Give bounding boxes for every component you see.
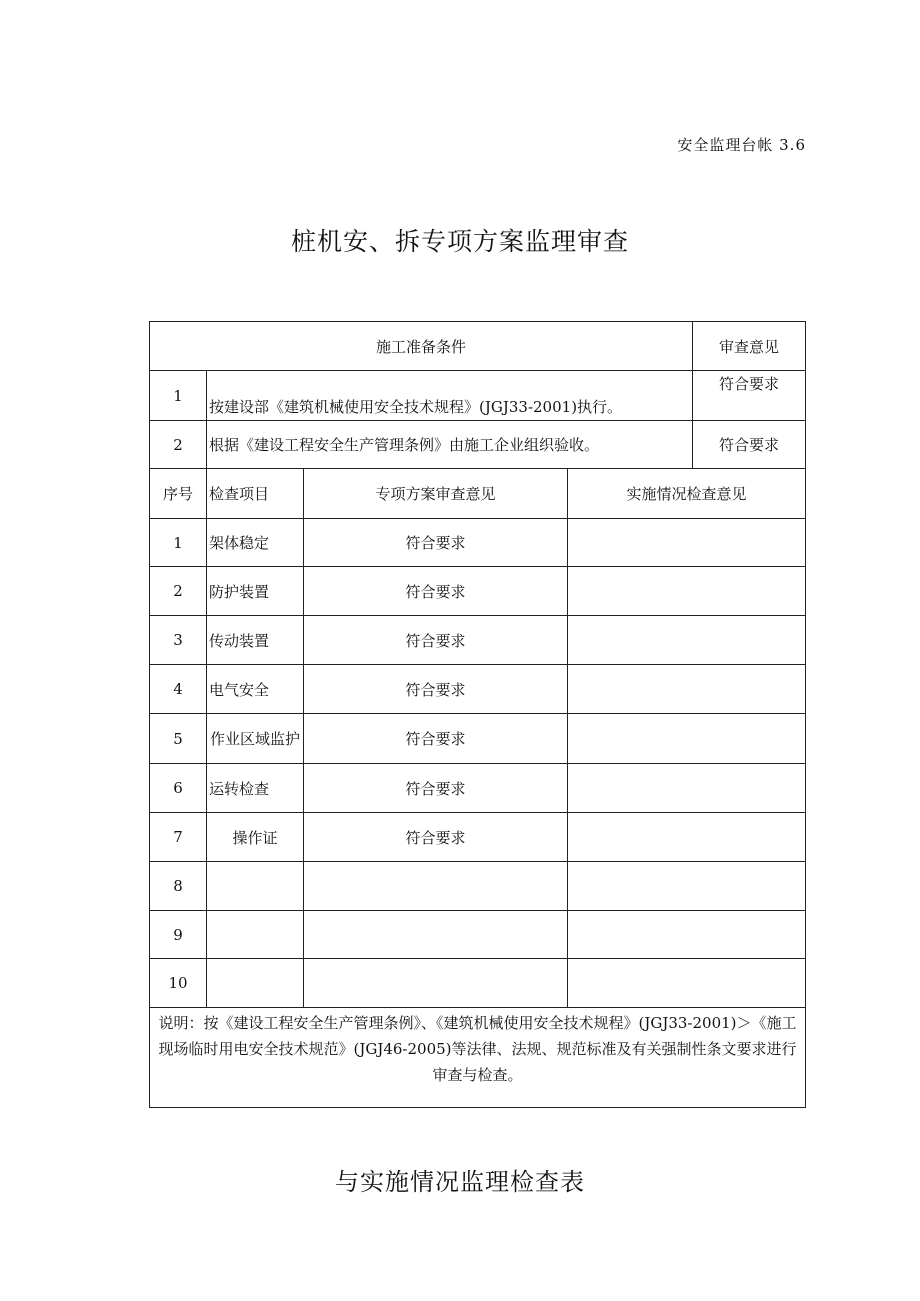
review-table xyxy=(149,321,806,1108)
table-row xyxy=(150,567,806,616)
row-impl-opinion xyxy=(568,616,806,665)
table-row xyxy=(150,714,806,764)
row-plan-opinion xyxy=(304,959,568,1008)
row-impl-opinion xyxy=(568,764,806,813)
table-row xyxy=(150,813,806,862)
row-plan-opinion: 符合要求 xyxy=(304,616,568,665)
prep-header-row xyxy=(150,322,806,371)
table-row xyxy=(150,862,806,911)
row-plan-opinion: 符合要求 xyxy=(304,519,568,567)
row-impl-opinion xyxy=(568,665,806,714)
table-row xyxy=(150,959,806,1008)
row-plan-opinion: 符合要求 xyxy=(304,813,568,862)
row-no: 3 xyxy=(150,616,207,665)
col-header-no: 序号 xyxy=(150,469,207,519)
row-no: 5 xyxy=(150,714,207,764)
note-text: 说明：按《建设工程安全生产管理条例》、《建筑机械使用安全技术规程》(JGJ33-2001)＞《施工现场临时用电安全技术规范》(JGJ46-2005)等法律、法规、规范标准及有关强制性条文要求进行审查与检查。 xyxy=(150,1008,806,1108)
row-no: 4 xyxy=(150,665,207,714)
row-plan-opinion xyxy=(304,911,568,959)
prep-row xyxy=(150,371,806,421)
subtitle: 与实施情况监理检查表 xyxy=(335,1168,585,1196)
row-item: 运转检查 xyxy=(207,764,304,813)
row-impl-opinion xyxy=(568,911,806,959)
table-row xyxy=(150,519,806,567)
table-row xyxy=(150,616,806,665)
prep-row-text: 按建设部《建筑机械使用安全技术规程》(JGJ33-2001)执行。 xyxy=(207,371,693,421)
row-impl-opinion xyxy=(568,567,806,616)
row-item: 架体稳定 xyxy=(207,519,304,567)
row-item: 传动装置 xyxy=(207,616,304,665)
row-item: 防护装置 xyxy=(207,567,304,616)
prep-row-opinion: 符合要求 xyxy=(693,371,806,421)
row-impl-opinion xyxy=(568,862,806,911)
row-no: 6 xyxy=(150,764,207,813)
ledger-number: 安全监理台帐 3.6 xyxy=(677,136,806,154)
row-plan-opinion xyxy=(304,862,568,911)
row-plan-opinion: 符合要求 xyxy=(304,665,568,714)
row-impl-opinion xyxy=(568,714,806,764)
row-plan-opinion: 符合要求 xyxy=(304,714,568,764)
prep-row-opinion: 符合要求 xyxy=(693,421,806,469)
col-header-impl: 实施情况检查意见 xyxy=(568,469,806,519)
row-impl-opinion xyxy=(568,959,806,1008)
row-item xyxy=(207,862,304,911)
prep-header: 施工准备条件 xyxy=(150,322,693,371)
page-title: 桩机安、拆专项方案监理审查 xyxy=(290,227,629,256)
row-impl-opinion xyxy=(568,519,806,567)
col-header-plan: 专项方案审查意见 xyxy=(304,469,568,519)
column-header-row xyxy=(150,469,806,519)
row-item xyxy=(207,959,304,1008)
row-impl-opinion xyxy=(568,813,806,862)
table-row xyxy=(150,911,806,959)
row-item: 电气安全 xyxy=(207,665,304,714)
col-header-item: 检查项目 xyxy=(207,469,304,519)
prep-row xyxy=(150,421,806,469)
row-plan-opinion: 符合要求 xyxy=(304,764,568,813)
row-no: 2 xyxy=(150,567,207,616)
review-header: 审查意见 xyxy=(693,322,806,371)
row-no: 9 xyxy=(150,911,207,959)
row-plan-opinion: 符合要求 xyxy=(304,567,568,616)
table-row xyxy=(150,665,806,714)
row-item: 操作证 xyxy=(207,813,304,862)
prep-row-no: 1 xyxy=(150,371,207,421)
prep-row-text: 根据《建设工程安全生产管理条例》由施工企业组织验收。 xyxy=(207,421,693,469)
note-row xyxy=(150,1008,806,1108)
row-item xyxy=(207,911,304,959)
prep-row-no: 2 xyxy=(150,421,207,469)
row-no: 1 xyxy=(150,519,207,567)
table-row xyxy=(150,764,806,813)
row-no: 7 xyxy=(150,813,207,862)
row-no: 10 xyxy=(150,959,207,1008)
row-no: 8 xyxy=(150,862,207,911)
row-item: 作业区域监护 xyxy=(207,714,304,764)
